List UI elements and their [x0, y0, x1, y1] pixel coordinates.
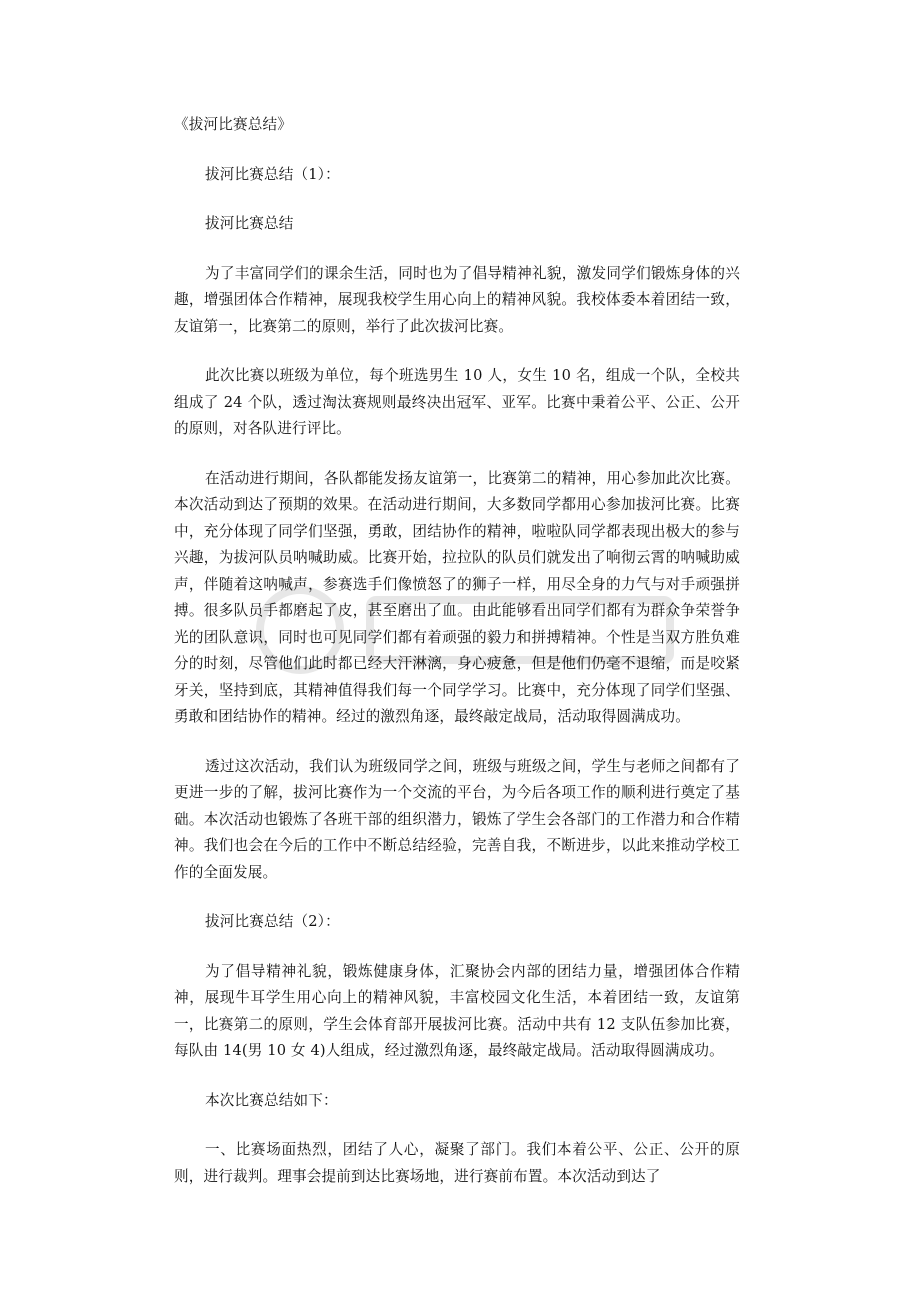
paragraph: 为了丰富同学们的课余生活，同时也为了倡导精神礼貌，激发同学们锻炼身体的兴趣，增强团体合作精神，展现我校学生用心向上的精神风貌。我校体委本着团结一致，友谊第一，比赛第二的原则，举行了此次拔河比赛。: [174, 264, 740, 335]
paragraph: 在活动进行期间，各队都能发扬友谊第一，比赛第二的精神，用心参加此次比赛。本次活动到达了预期的效果。在活动进行期间，大多数同学都用心参加拔河比赛。比赛中，充分体现了同学们坚强，勇敢，团结协作的精神，啦啦队同学都表现出极大的参与兴趣，为拔河队员呐喊助威。比赛开始，拉拉队的队员们就发出了响彻云霄的呐喊助威声，伴随着这呐喊声，参赛选手们像愤怒了的狮子一样，用尽全身的力气与对手顽强拼搏。很多队员手都磨起了皮，甚至磨出了血。由此能够看出同学们都有为群众争荣誉争光的团队意识，同时也可见同学们都有着顽强的毅力和拼搏精神。个性是当双方胜负难分的时刻，尽管他们此时都已经大汗淋漓，身心疲惫，但是他们仍毫不退缩，而是咬紧牙关，坚持到底，其精神值得我们每一个同学学习。比赛中，充分体现了同学们坚强、勇敢和团结协作的精神。经过的激烈角逐，最终敲定战局，活动取得圆满成功。: [174, 469, 740, 725]
document-title: 《拔河比赛总结》: [174, 116, 292, 133]
paragraph: 透过这次活动，我们认为班级同学之间，班级与班级之间，学生与老师之间都有了更进一步的了解，拔河比赛作为一个交流的平台，为今后各项工作的顺利进行奠定了基础。本次活动也锻炼了各班干部的组织潜力，锻炼了学生会各部门的工作潜力和合作精神。我们也会在今后的工作中不断总结经验，完善自我，不断进步，以此来推动学校工作的全面发展。: [174, 757, 740, 881]
section2-heading: 拔河比赛总结（2）：: [205, 913, 340, 930]
section1-heading: 拔河比赛总结（1）：: [205, 165, 340, 183]
summary-point: 一、比赛场面热烈，团结了人心，凝聚了部门。我们本着公平、公正、公开的原则，进行裁判。理事会提前到达比赛场地，进行赛前布置。本次活动到达了: [174, 1141, 740, 1185]
summary-intro: 本次比赛总结如下：: [205, 1091, 338, 1109]
document-body: [174, 112, 740, 1213]
paragraph: 为了倡导精神礼貌，锻炼健康身体，汇聚协会内部的团结力量，增强团体合作精神，展现牛耳学生用心向上的精神风貌，丰富校园文化生活，本着团结一致，友谊第一，比赛第二的原则，学生会体育部开展拔河比赛。活动中共有 12 支队伍参加比赛，每队由 14(男 10 女 4)人组成，经过激烈角逐，最终敲定战局。活动取得圆满成功。: [174, 962, 740, 1059]
paragraph: 此次比赛以班级为单位，每个班选男生 10 人，女生 10 名，组成一个队，全校共组成了 24 个队，透过淘汰赛规则最终决出冠军、亚军。比赛中秉着公平、公正、公开的原则，对各队进行评比。: [174, 367, 740, 437]
section1-subtitle: 拔河比赛总结: [205, 215, 294, 232]
